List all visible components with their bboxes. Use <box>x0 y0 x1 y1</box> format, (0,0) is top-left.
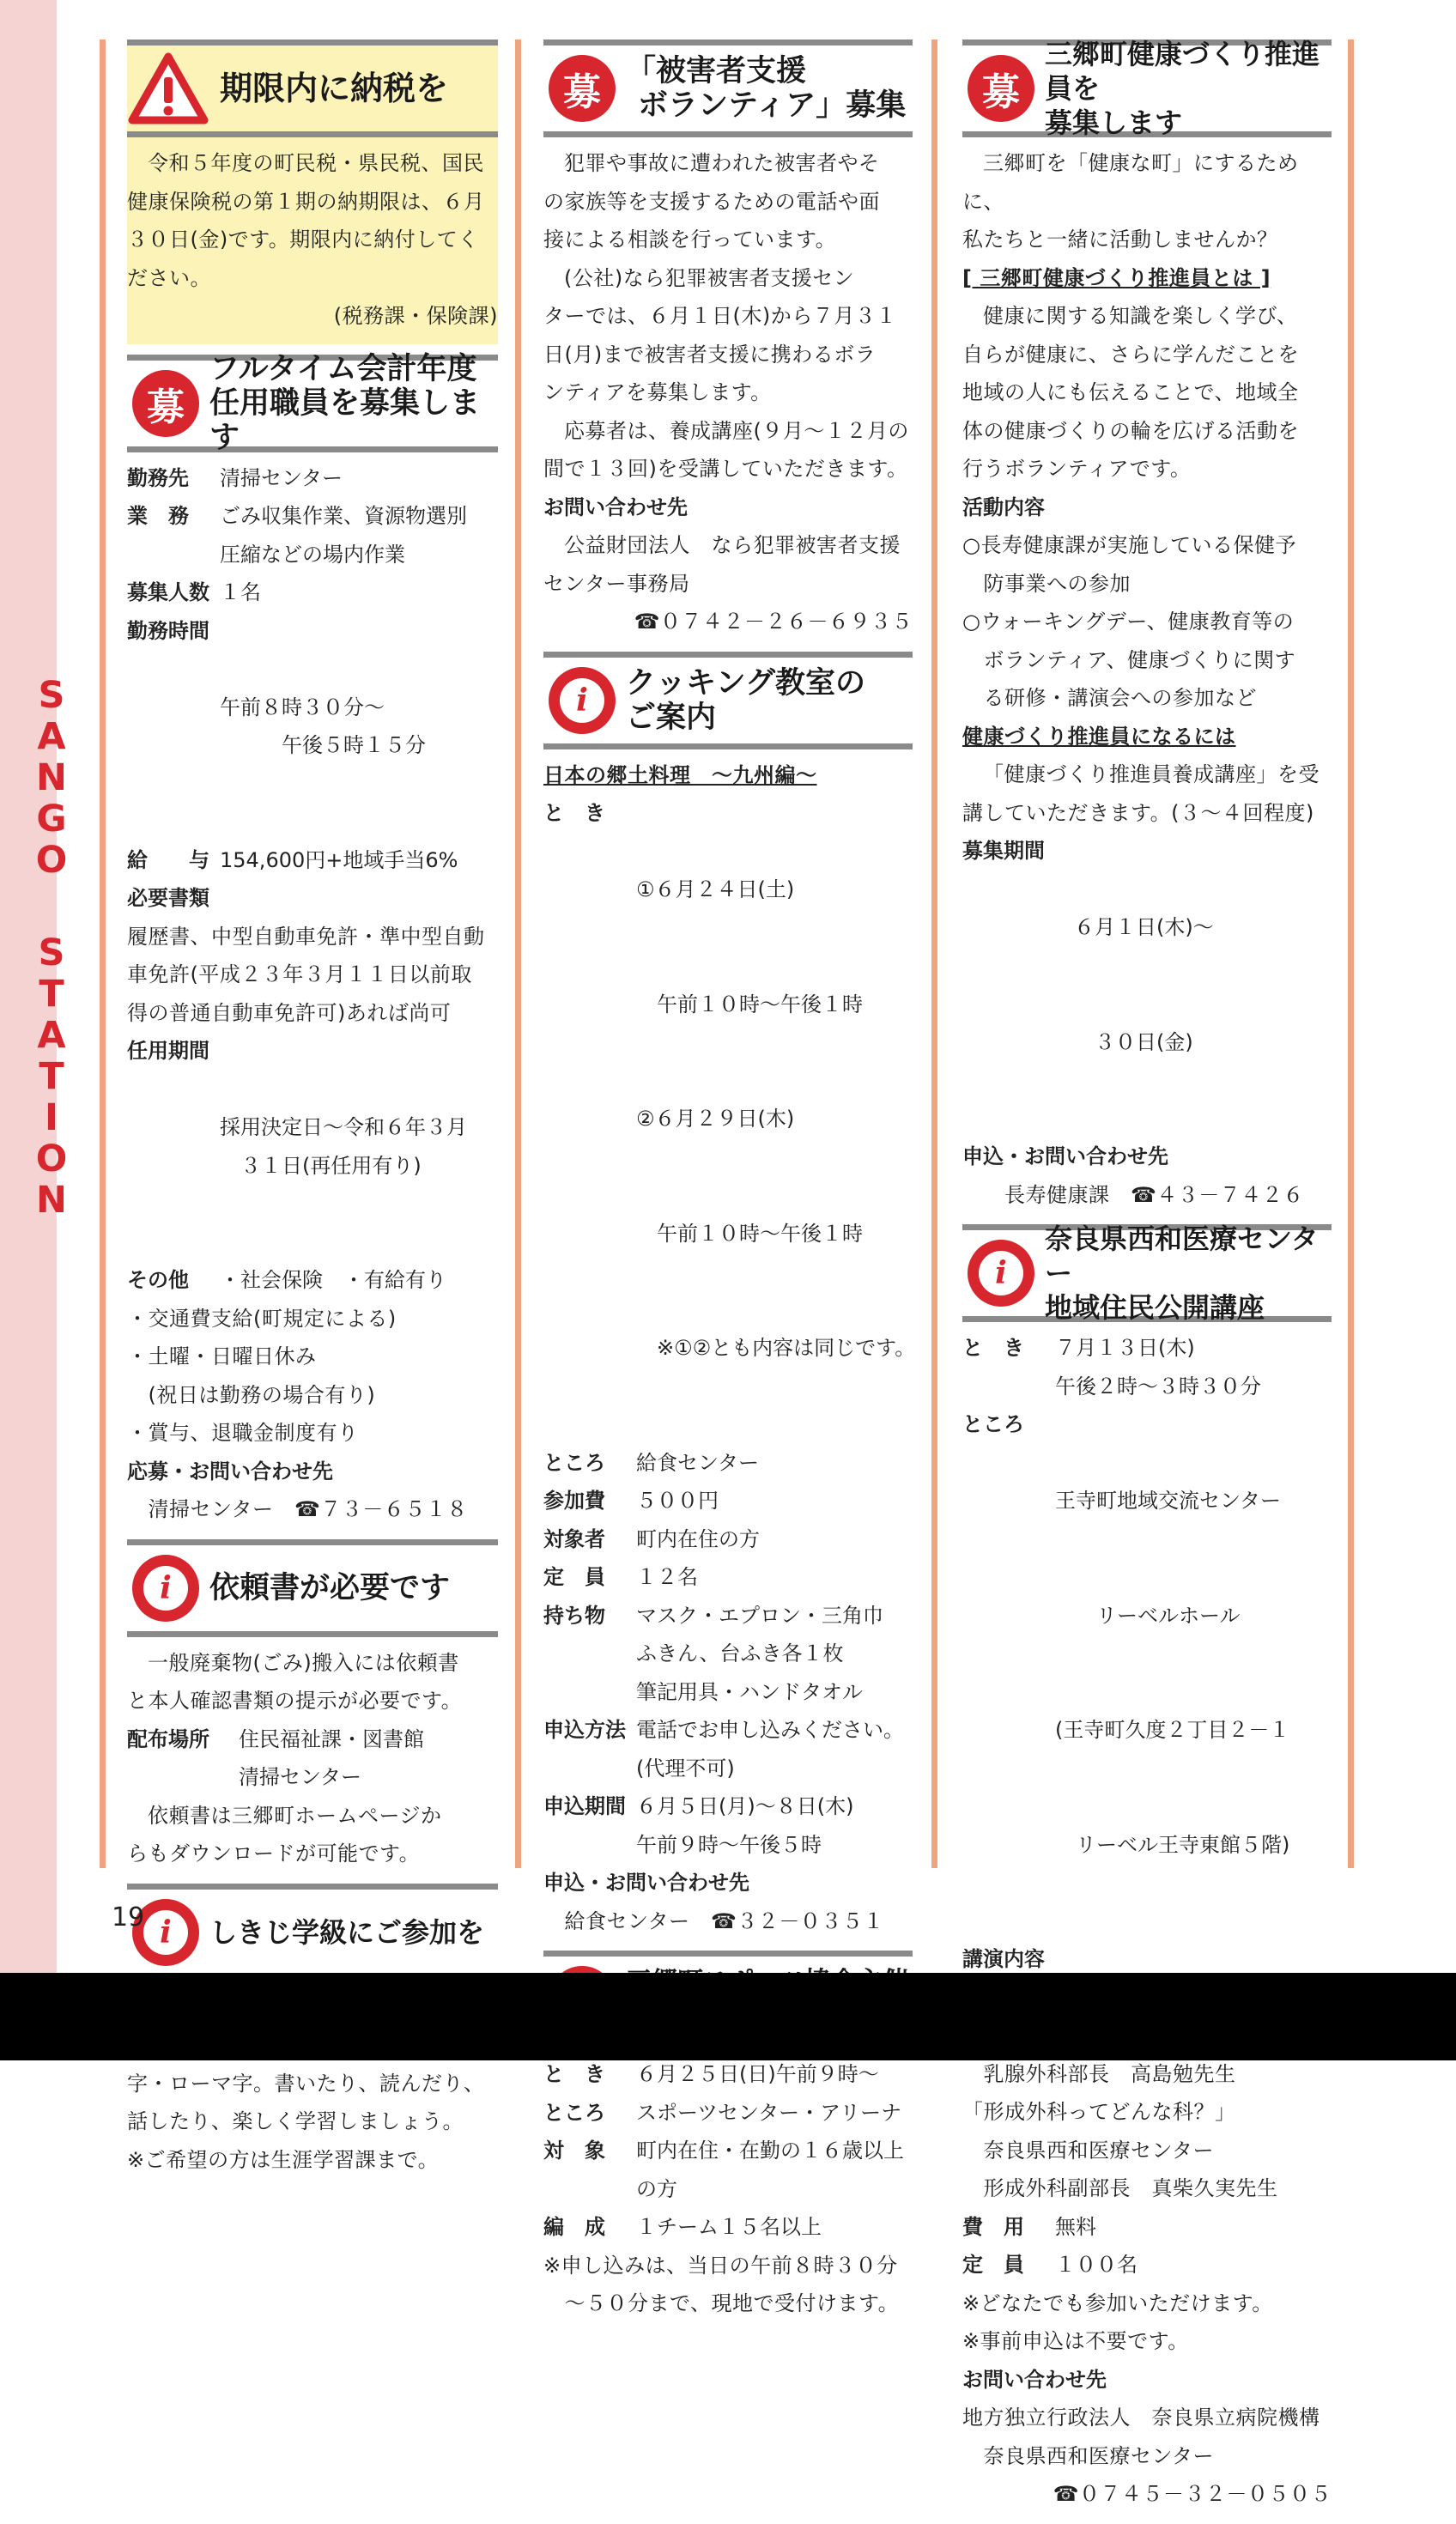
field-label: 定 員 <box>543 1565 605 1589</box>
info-icon: i <box>549 667 616 734</box>
health-header <box>962 39 1332 137</box>
fulltime-section <box>127 351 498 1529</box>
contact-tel: ☎０７４５－３２－０５０５ <box>1053 2482 1332 2506</box>
other-item: ・賞与、退職金制度有り <box>127 1421 359 1445</box>
field-value: 町内在住・在勤の１６歳以上 の方 <box>636 2139 904 2201</box>
side-letter: T <box>39 973 64 1016</box>
info-row <box>127 1261 498 1300</box>
request-text: と本人確認書類の提示が必要です。 <box>127 1689 463 1713</box>
request-title: 依頼書が必要です <box>209 1570 451 1605</box>
column-rule <box>515 39 521 1868</box>
health-text: 自らが健康に、さらに学んだことを <box>962 342 1299 367</box>
other-item: ・交通費支給(町規定による) <box>127 1306 397 1331</box>
lecture-item: 「形成外科ってどんな科？」 <box>962 2100 1236 2124</box>
info-row <box>543 2132 913 2208</box>
tax-text: 令和５年度の町民税・県民税、国民 <box>148 151 484 175</box>
activity-heading: 活動内容 <box>962 494 1045 519</box>
info-icon: i <box>132 1555 199 1622</box>
recruit-badge: 募 <box>549 55 616 122</box>
tax-text: ださい。 <box>127 265 211 290</box>
victim-text: 犯罪や事故に遭われた被害者やそ <box>564 151 880 175</box>
page-number: 19 <box>112 1902 145 1932</box>
health-text: 私たちと一緒に活動しませんか？ <box>962 228 1278 252</box>
health-what-heading: [ 三郷町健康づくり推進員とは ] <box>962 265 1271 290</box>
info-row <box>962 1405 1332 1940</box>
side-letter: A <box>37 1014 66 1057</box>
info-row <box>543 1787 913 1864</box>
info-row <box>543 1444 913 1483</box>
field-value: 給食センター <box>636 1450 760 1475</box>
other-item: ・土曜・日曜日休み <box>127 1344 317 1368</box>
info-row <box>962 2246 1332 2284</box>
health-text: 健康に関する知識を楽しく学び、 <box>983 304 1298 328</box>
info-row <box>543 794 916 1444</box>
field-value: ①６月２４日(土) 午前１０時～午後１時 ②６月２９日(木) 午前１０時～午後１時 ※①②とも内容は同じです。 <box>636 877 916 1360</box>
info-row <box>543 1482 913 1520</box>
info-icon: i <box>132 1899 199 1966</box>
contact-heading: 申込・お問い合わせ先 <box>962 1144 1168 1168</box>
info-row <box>543 1597 913 1712</box>
health-text: 講していただきます。(３～４回程度) <box>962 800 1314 825</box>
fulltime-title: フルタイム会計年度 任用職員を募集します <box>209 351 481 455</box>
victim-text: ターでは、６月１日(木)から７月３１ <box>543 304 897 328</box>
field-value: １チーム１５名以上 <box>636 2215 822 2239</box>
side-letter: N <box>36 756 67 799</box>
contact-heading: 申込・お問い合わせ先 <box>543 1871 749 1895</box>
field-label: 任用期間 <box>127 1039 209 1063</box>
info-row <box>127 573 498 612</box>
field-label: 定 員 <box>962 2253 1024 2277</box>
contact-heading: お問い合わせ先 <box>962 2367 1107 2392</box>
lecture-item: 乳腺外科部長 高島勉先生 <box>962 2061 1236 2086</box>
side-letter: G <box>36 798 67 840</box>
field-label: 費 用 <box>962 2214 1024 2239</box>
contact-text: 給食センター ☎３２－０３５１ <box>543 1908 884 1933</box>
victim-text: 接による相談を行っています。 <box>543 228 837 252</box>
info-row <box>962 2208 1332 2247</box>
side-letter: O <box>35 1138 68 1180</box>
activity-item: 防事業への参加 <box>962 571 1131 596</box>
field-label: 対象者 <box>543 1526 605 1551</box>
volleyball-note: ※申し込みは、当日の午前８時３０分 <box>543 2253 898 2278</box>
tax-title: 期限内に納税を <box>220 70 449 107</box>
field-label: 申込期間 <box>543 1794 626 1818</box>
field-label: 募集期間 <box>962 839 1045 863</box>
column-left <box>127 39 498 2189</box>
request-section <box>127 1539 498 1873</box>
warning-icon <box>129 52 208 125</box>
field-value: 採用決定日～令和６年３月 ３１日(再任用有り) <box>220 1115 467 1178</box>
contact-text: センター事務局 <box>543 571 690 596</box>
tax-text: ３０日(金)です。期限内に納付してく <box>127 228 479 252</box>
info-row <box>543 2094 913 2133</box>
side-title <box>34 675 69 1221</box>
tax-notice <box>127 39 498 344</box>
info-row <box>543 1558 913 1597</box>
shikiji-title: しきじ学級にご参加を <box>209 1915 485 1949</box>
field-value: 午前８時３０分～ 午後５時１５分 <box>220 695 426 757</box>
field-value: ６月２５日(日)午前９時～ <box>636 2062 879 2086</box>
contact-heading: お問い合わせ先 <box>543 494 688 519</box>
field-label: と き <box>543 801 605 825</box>
field-label: 給 与 <box>127 847 209 872</box>
contact-text: 地方独立行政法人 奈良県立病院機構 <box>962 2406 1320 2430</box>
field-value: ・社会保険 ・有給有り <box>220 1268 446 1292</box>
info-row <box>543 1711 913 1787</box>
cooking-title: クッキング教室の ご案内 <box>626 665 865 735</box>
field-value: １００名 <box>1055 2253 1138 2277</box>
contact-text: 清掃センター ☎７３－６５１８ <box>127 1497 468 1521</box>
request-header <box>127 1539 498 1637</box>
field-label: 対 象 <box>543 2139 605 2163</box>
tax-text: 健康保険税の第１期の納期限は、６月 <box>127 189 485 214</box>
info-row <box>962 832 1332 1138</box>
recruit-badge: 募 <box>132 370 199 437</box>
fulltime-header <box>127 351 498 455</box>
field-label: 業 務 <box>127 504 189 528</box>
activity-item: ボランティア、健康づくりに関す <box>962 647 1296 672</box>
victim-title: 「被害者支援 ボランティア」募集 <box>626 54 907 123</box>
field-value: 無料 <box>1055 2214 1096 2239</box>
info-row <box>127 612 498 841</box>
side-letter: A <box>37 715 66 758</box>
info-row <box>543 2208 913 2247</box>
field-value: ５００円 <box>636 1489 719 1513</box>
field-label: ところ <box>543 1450 605 1475</box>
info-row <box>127 459 498 498</box>
field-label: 編 成 <box>543 2215 605 2239</box>
field-value: 町内在住の方 <box>636 1526 760 1551</box>
health-text: 地域の人にも伝えることで、地域全 <box>962 380 1299 404</box>
field-label: 参加費 <box>543 1489 605 1513</box>
info-row <box>543 2055 913 2094</box>
victim-text: 間で１３回)を受講していただきます。 <box>543 457 908 481</box>
other-item: (祝日は勤務の場合有り) <box>127 1382 376 1407</box>
hospital-note: ※事前申込は不要です。 <box>962 2329 1189 2353</box>
shikiji-text: 字・ローマ字。書いたり、読んだり、 <box>127 2071 485 2096</box>
contact-text: 奈良県西和医療センター <box>962 2443 1215 2468</box>
column-rule <box>100 39 106 1868</box>
contact-heading: 応募・お問い合わせ先 <box>127 1459 333 1483</box>
activity-item: ○長寿健康課が実施している保健予 <box>962 533 1296 557</box>
lecture-item: 形成外科副部長 真柴久実先生 <box>962 2176 1278 2200</box>
cooking-section <box>543 652 916 1941</box>
field-label: ところ <box>543 2100 605 2125</box>
volleyball-note: ～５０分まで、現地で受付けます。 <box>543 2291 900 2315</box>
field-label: と き <box>543 2062 605 2086</box>
lecture-item: 奈良県西和医療センター <box>962 2138 1215 2163</box>
how-to-heading: 健康づくり推進員になるには <box>962 724 1236 749</box>
victim-header <box>543 39 913 137</box>
field-value: 154,600円+地域手当6% <box>220 847 458 872</box>
column-rule <box>931 39 937 1868</box>
column-rule <box>1348 39 1354 1868</box>
field-label: ところ <box>962 1412 1024 1436</box>
column-right <box>962 39 1332 2524</box>
hospital-title: 奈良県西和医療センター 地域住民公開講座 <box>1045 1223 1319 1324</box>
info-icon: i <box>968 1240 1034 1307</box>
health-text: 行うボランティアです。 <box>962 457 1192 481</box>
health-title: 三郷町健康づくり推進員を 募集します <box>1045 38 1320 139</box>
field-value: スポーツセンター・アリーナ <box>636 2100 902 2125</box>
field-value: 清掃センター <box>220 465 343 490</box>
field-label: その他 <box>127 1268 189 1292</box>
footer-band <box>0 1973 1456 2060</box>
field-value: １２名 <box>636 1565 698 1589</box>
side-letter: T <box>39 1055 64 1098</box>
side-letter: S <box>38 674 65 717</box>
info-row <box>543 1520 913 1559</box>
field-value: １名 <box>220 580 261 604</box>
side-letter: I <box>45 1096 58 1139</box>
shikiji-header <box>127 1884 498 1981</box>
health-text: 「健康づくり推進員養成講座」を受 <box>983 762 1320 786</box>
side-letter: O <box>35 839 68 882</box>
field-label: 勤務時間 <box>127 618 209 643</box>
info-row <box>127 497 498 573</box>
info-row <box>127 1720 498 1797</box>
docs-text: 車免許(平成２３年３月１１日以前取 <box>127 962 472 986</box>
health-text: 体の健康づくりの輪を広げる活動を <box>962 418 1299 443</box>
field-value: ６月５日(月)～８日(木) 午前９時～午後５時 <box>636 1794 854 1857</box>
hospital-note: ※どなたでも参加いただけます。 <box>962 2290 1273 2315</box>
field-value: ６月１日(木)～ ３０日(金) <box>1074 915 1214 1054</box>
request-text: らもダウンロードが可能です。 <box>127 1841 421 1866</box>
side-letter: N <box>36 1179 67 1222</box>
info-row <box>127 1032 498 1261</box>
field-label: 申込方法 <box>543 1718 626 1742</box>
field-value: ごみ収集作業、資源物選別 圧縮などの場内作業 <box>220 504 467 567</box>
contact-text: 公益財団法人 なら犯罪被害者支援 <box>564 533 901 557</box>
victim-text: (公社)なら犯罪被害者支援セン <box>564 265 855 290</box>
shikiji-text: 話したり、楽しく学習しましょう。 <box>127 2109 464 2133</box>
side-letter: S <box>38 931 65 974</box>
tax-header <box>127 39 498 137</box>
victim-text: ンティアを募集します。 <box>543 380 772 404</box>
field-value: マスク・エプロン・三角巾 ふきん、台ふき各１枚 筆記用具・ハンドタオル <box>636 1603 883 1704</box>
victim-text: 応募者は、養成講座(９月～１２月の <box>564 418 909 443</box>
request-text: 依頼書は三郷町ホームページか <box>148 1803 442 1828</box>
field-value: 王寺町地域交流センター リーベルホール (王寺町久度２丁目２－１ リーベル王寺東館５階) <box>1055 1489 1290 1857</box>
victim-section <box>543 39 913 641</box>
activity-item: ○ウォーキングデー、健康教育等の <box>962 610 1295 634</box>
hospital-section <box>962 1224 1332 2514</box>
contact-tel: ☎０７４２－２６－６９３５ <box>634 610 913 634</box>
field-label: と き <box>962 1336 1024 1360</box>
info-row <box>127 841 498 880</box>
docs-text: 得の普通自動車免許可)あれば尚可 <box>127 1000 452 1025</box>
health-text: 三郷町を「健康な町」にするために、 <box>962 151 1299 214</box>
shikiji-text: ※ご希望の方は生涯学習課まで。 <box>127 2147 440 2172</box>
field-label: 配布場所 <box>127 1726 209 1751</box>
field-value: 住民福祉課・図書館 清掃センター <box>239 1726 424 1789</box>
field-label: 持ち物 <box>543 1603 605 1628</box>
lecture-heading: 講演内容 <box>962 1947 1045 1971</box>
recruit-badge: 募 <box>968 55 1034 122</box>
field-value: ７月１３日(木) 午後２時～３時３０分 <box>1055 1336 1261 1399</box>
field-value: 電話でお申し込みください。 (代理不可) <box>636 1718 904 1781</box>
activity-item: る研修・講演会への参加など <box>962 686 1257 710</box>
docs-heading: 必要書類 <box>127 886 209 910</box>
victim-text: の家族等を支援するための電話や面 <box>543 189 880 214</box>
info-row <box>962 1329 1332 1405</box>
tax-dept: (税務課・保険課) <box>333 304 498 328</box>
field-label: 募集人数 <box>127 580 209 604</box>
cooking-subtitle: 日本の郷土料理 ～九州編～ <box>543 762 817 787</box>
victim-text: 日(月)まで被害者支援に携わるボラ <box>543 342 877 367</box>
contact-text: 長寿健康課 ☎４３－７４２６ <box>962 1182 1304 1207</box>
cooking-header <box>543 652 913 749</box>
hospital-header <box>962 1224 1332 1322</box>
field-label: 勤務先 <box>127 465 189 490</box>
request-text: 一般廃棄物(ごみ)搬入には依頼書 <box>148 1650 459 1675</box>
health-section <box>962 39 1332 1214</box>
docs-text: 履歴書、中型自動車免許・準中型自動 <box>127 924 485 949</box>
